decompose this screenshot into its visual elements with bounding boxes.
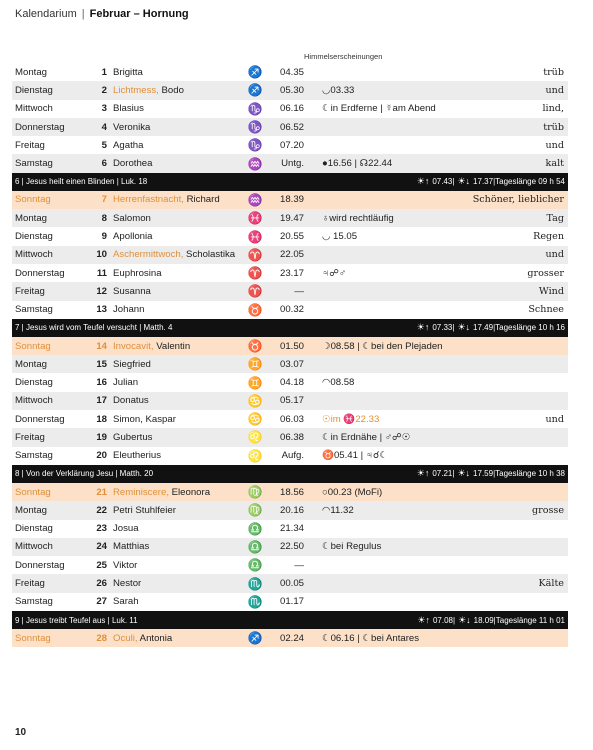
pisces-icon: ♓ [247, 211, 263, 226]
calendar-day-row [12, 154, 568, 172]
moon-time: 22.05 [279, 249, 304, 261]
name-text: Petri Stuhlfeier [113, 504, 176, 516]
moon-time: — [294, 285, 304, 297]
weekday-label: Sonntag [15, 194, 51, 206]
day-number: 18 [96, 413, 107, 425]
astro-event [304, 432, 459, 443]
calendar-day-row [12, 355, 568, 373]
day-number: 7 [101, 194, 107, 206]
weather-note: trüb [543, 66, 564, 78]
calendar-day-row [12, 483, 568, 501]
feast-name: Herrenfastnacht, [113, 194, 184, 206]
name-text: Josua [113, 523, 139, 535]
day-number: 6 [101, 158, 107, 170]
day-number: 22 [96, 504, 107, 516]
saint-name [107, 286, 242, 297]
calendar-day-row [12, 264, 568, 282]
name-text: Antonia [137, 632, 173, 644]
pisces-icon: ♓ [247, 229, 263, 244]
weather-note: Regen [533, 231, 564, 243]
feast-name: Aschermittwoch, [113, 249, 184, 261]
astro-text: ◠08.58 [322, 377, 355, 389]
week-gospel-label: 8 | Von der Verklärung Jesu | Matth. 20 [15, 469, 154, 479]
sunrise-time: 07.43 [432, 177, 453, 187]
running-header [15, 8, 189, 20]
sunrise-icon: ☀↑ [416, 176, 430, 187]
saint-name [107, 560, 242, 571]
saint-name [107, 633, 242, 644]
saint-name [107, 122, 242, 133]
astro-text: ☾06.16 | ☾bei Antares [322, 632, 420, 644]
moon-time: 04.18 [279, 377, 304, 389]
weather-note: grosser [527, 267, 564, 279]
calendar-day-row [12, 301, 568, 319]
capricorn-icon: ♑ [247, 138, 263, 153]
scorpio-icon: ♏ [247, 576, 263, 591]
day-number: 10 [96, 249, 107, 261]
name-text: Richard [183, 194, 220, 206]
weather-note: und [545, 84, 564, 96]
name-text: Apollonia [113, 231, 153, 243]
astro-event [304, 268, 459, 279]
saint-name [107, 194, 242, 205]
moon-time: 01.50 [279, 340, 304, 352]
day-number: 9 [101, 231, 107, 243]
calendar-day-row [12, 447, 568, 465]
saint-name [107, 377, 242, 388]
separator: | [452, 469, 455, 479]
day-number: 27 [96, 596, 107, 608]
week-header-row [12, 465, 568, 483]
astro-event [304, 414, 459, 425]
sunrise-time: 07.21 [432, 469, 453, 479]
astro-text: ♃☍♂ [322, 267, 347, 279]
moon-time: 18.56 [279, 486, 304, 498]
leo-icon: ♌ [247, 430, 263, 445]
saint-name [107, 103, 242, 114]
name-text: Siegfried [113, 358, 151, 370]
weather-note: lind, [542, 103, 564, 115]
astro-event [304, 377, 459, 388]
moon-time: 02.24 [279, 632, 304, 644]
astro-event [304, 505, 459, 516]
weekday-label: Sonntag [15, 486, 51, 498]
calendar-day-row [12, 574, 568, 592]
day-length: Tageslänge 09 h 54 [495, 177, 565, 187]
section-label: Kalendarium [15, 8, 77, 20]
astro-text: ♉05.41 | ♃☌☾ [322, 450, 389, 462]
week-daylight-info [414, 465, 565, 483]
sunset-icon: ☀↓ [457, 468, 471, 479]
separator: | [452, 177, 455, 187]
separator: | [493, 323, 496, 333]
feast-name: Lichtmess, [113, 84, 159, 96]
astro-event [304, 85, 459, 96]
libra-icon: ♎ [247, 521, 263, 536]
astro-event [304, 231, 459, 242]
sunrise-icon: ☀↑ [417, 614, 430, 625]
day-number: 3 [101, 103, 107, 115]
calendar-day-row [12, 118, 568, 136]
name-text: Dorothea [113, 158, 153, 170]
weather-note: und [545, 139, 564, 151]
virgo-icon: ♍ [247, 485, 263, 500]
weekday-label: Donnerstag [15, 413, 65, 425]
name-text: Sarah [113, 596, 139, 608]
saint-name [107, 213, 242, 224]
week-gospel-label: 9 | Jesus treibt Teufel aus | Luk. 11 [15, 615, 138, 625]
weekday-label: Montag [15, 66, 47, 78]
saint-name [107, 249, 242, 260]
weather-note: grosse [531, 504, 564, 516]
sunrise-time: 07.08 [432, 615, 453, 625]
day-number: 19 [96, 431, 107, 443]
sunset-icon: ☀↓ [458, 614, 471, 625]
weekday-label: Freitag [15, 431, 45, 443]
moon-time: 07.20 [279, 139, 304, 151]
gemini-icon: ♊ [247, 357, 263, 372]
gemini-icon: ♊ [247, 375, 263, 390]
day-length: Tageslänge 10 h 16 [495, 323, 565, 333]
sagittarius-icon: ♐ [247, 631, 263, 646]
moon-time: 23.17 [279, 267, 304, 279]
weekday-label: Samstag [15, 158, 53, 170]
week-gospel-label: 7 | Jesus wird vom Teufel versucht | Matth. 4 [15, 323, 173, 333]
day-number: 12 [96, 285, 107, 297]
weekday-label: Freitag [15, 285, 45, 297]
calendar-day-row [12, 629, 568, 647]
saint-name [107, 505, 242, 516]
sagittarius-icon: ♐ [247, 65, 263, 80]
name-text: Eleutherius [113, 450, 161, 462]
saint-name [107, 158, 242, 169]
weekday-label: Sonntag [15, 340, 51, 352]
taurus-icon: ♉ [247, 302, 263, 317]
calendar-day-row [12, 337, 568, 355]
name-text: Gubertus [113, 431, 153, 443]
day-number: 25 [96, 559, 107, 571]
astro-text: ◡ 15.05 [322, 231, 358, 243]
weekday-label: Dienstag [15, 231, 53, 243]
saint-name [107, 268, 242, 279]
weekday-label: Samstag [15, 596, 53, 608]
weekday-label: Montag [15, 358, 47, 370]
week-header-row [12, 319, 568, 337]
weekday-label: Dienstag [15, 523, 53, 535]
saint-name [107, 414, 242, 425]
day-number: 26 [96, 578, 107, 590]
name-text: Euphrosina [113, 267, 162, 279]
moon-time: 03.07 [279, 358, 304, 370]
day-number: 2 [101, 84, 107, 96]
sunset-time: 18.09 [473, 615, 494, 625]
sunset-time: 17.49 [473, 323, 494, 333]
moon-time: 05.30 [279, 84, 304, 96]
moon-time: 00.32 [279, 304, 304, 316]
astro-text: ☾in Erdnähe | ♂☍☉ [322, 431, 411, 443]
weather-note: Schöner, lieblicher [472, 194, 564, 206]
moon-time: 20.16 [279, 504, 304, 516]
day-number: 21 [96, 486, 107, 498]
scorpio-icon: ♏ [247, 594, 263, 609]
sunrise-icon: ☀↑ [416, 468, 430, 479]
weekday-label: Mittwoch [15, 103, 53, 115]
sunset-time: 17.37 [473, 177, 494, 187]
leo-icon: ♌ [247, 448, 263, 463]
calendar-day-row [12, 282, 568, 300]
aquarius-icon: ♒ [247, 156, 263, 171]
name-text: Veronika [113, 121, 151, 133]
name-text: Julian [113, 377, 139, 389]
day-number: 17 [96, 395, 107, 407]
astro-event [304, 213, 459, 224]
calendar-day-row [12, 227, 568, 245]
saint-name [107, 395, 242, 406]
feast-name: Reminiscere, [113, 486, 169, 498]
saint-name [107, 231, 242, 242]
weekday-label: Donnerstag [15, 121, 65, 133]
feast-name: Invocavit, [113, 340, 154, 352]
day-number: 28 [96, 632, 107, 644]
moon-time: 01.17 [279, 596, 304, 608]
capricorn-icon: ♑ [247, 120, 263, 135]
saint-name [107, 432, 242, 443]
name-text: Salomon [113, 212, 151, 224]
virgo-icon: ♍ [247, 503, 263, 518]
calendar-day-row [12, 191, 568, 209]
day-number: 13 [96, 304, 107, 316]
calendar-day-row [12, 63, 568, 81]
saint-name [107, 341, 242, 352]
aries-icon: ♈ [247, 266, 263, 281]
sunset-time: 17.59 [473, 469, 494, 479]
saint-name [107, 523, 242, 534]
moon-time: 06.52 [279, 121, 304, 133]
saint-name [107, 140, 242, 151]
calendar-day-row [12, 410, 568, 428]
moon-time: — [294, 559, 304, 571]
weather-note: Tag [546, 212, 564, 224]
weekday-label: Mittwoch [15, 541, 53, 553]
calendar-day-row [12, 246, 568, 264]
sunset-icon: ☀↓ [457, 322, 471, 333]
saint-name [107, 450, 242, 461]
moon-time: Aufg. [281, 450, 304, 462]
week-daylight-info [414, 611, 565, 629]
astro-text: ◡03.33 [322, 84, 355, 96]
weekday-label: Montag [15, 212, 47, 224]
weekday-label: Freitag [15, 139, 45, 151]
astro-event [304, 103, 459, 114]
page-number: 10 [15, 727, 27, 738]
capricorn-icon: ♑ [247, 101, 263, 116]
weekday-label: Sonntag [15, 632, 51, 644]
day-number: 23 [96, 523, 107, 535]
astro-event [304, 541, 459, 552]
saint-name [107, 67, 242, 78]
column-header-himmelserscheinungen: Himmelserscheinungen [304, 52, 383, 61]
saint-name [107, 578, 242, 589]
weekday-label: Dienstag [15, 377, 53, 389]
day-number: 15 [96, 358, 107, 370]
calendar-day-row [12, 373, 568, 391]
astro-text: ☽08.58 | ☾bei den Plejaden [322, 340, 443, 352]
astro-text: ◠11.32 [322, 504, 354, 516]
day-length: Tageslänge 10 h 38 [495, 469, 565, 479]
moon-time: 04.35 [279, 66, 304, 78]
astro-event [304, 633, 459, 644]
weekday-label: Freitag [15, 578, 45, 590]
sagittarius-icon: ♐ [247, 83, 263, 98]
cancer-icon: ♋ [247, 393, 263, 408]
weekday-label: Dienstag [15, 84, 53, 96]
week-header-row [12, 173, 568, 191]
day-number: 5 [101, 139, 107, 151]
day-number: 20 [96, 450, 107, 462]
saint-name [107, 541, 242, 552]
day-number: 1 [101, 66, 107, 78]
calendar-day-row [12, 100, 568, 118]
name-text: Viktor [113, 559, 138, 571]
name-text: Blasius [113, 103, 144, 115]
moon-time: 06.38 [279, 431, 304, 443]
calendar-day-row [12, 81, 568, 99]
sunset-icon: ☀↓ [457, 176, 471, 187]
moon-time: 19.47 [279, 212, 304, 224]
weekday-label: Donnerstag [15, 267, 65, 279]
calendar-table [12, 63, 568, 647]
moon-time: 05.17 [279, 395, 304, 407]
name-text: Bodo [158, 84, 184, 96]
header-separator: | [81, 8, 85, 20]
weekday-label: Samstag [15, 450, 53, 462]
week-daylight-info [414, 319, 565, 337]
saint-name [107, 487, 242, 498]
separator: | [493, 469, 496, 479]
libra-icon: ♎ [247, 539, 263, 554]
astro-highlight: ☉im ♓22.33 [322, 413, 380, 425]
cancer-icon: ♋ [247, 412, 263, 427]
calendar-day-row [12, 593, 568, 611]
weekday-label: Mittwoch [15, 249, 53, 261]
weekday-label: Montag [15, 504, 47, 516]
name-text: Nestor [113, 578, 142, 590]
separator: | [452, 615, 456, 625]
week-gospel-label: 6 | Jesus heilt einen Blinden | Luk. 18 [15, 177, 148, 187]
weather-note: und [545, 249, 564, 261]
weather-note: kalt [545, 158, 564, 170]
name-text: Donatus [113, 395, 149, 407]
day-number: 24 [96, 541, 107, 553]
saint-name [107, 304, 242, 315]
weather-note: und [545, 413, 564, 425]
name-text: Susanna [113, 285, 151, 297]
name-text: Simon, Kaspar [113, 413, 176, 425]
aquarius-icon: ♒ [247, 192, 263, 207]
name-text: Valentin [153, 340, 191, 352]
calendar-day-row [12, 520, 568, 538]
day-number: 8 [101, 212, 107, 224]
weather-note: Kälte [538, 578, 564, 590]
name-text: Agatha [113, 139, 144, 151]
moon-time: 00.05 [279, 578, 304, 590]
weather-note: Schnee [528, 304, 564, 316]
saint-name [107, 359, 242, 370]
astro-text: ☾bei Regulus [322, 541, 382, 553]
taurus-icon: ♉ [247, 339, 263, 353]
libra-icon: ♎ [247, 558, 263, 573]
sunrise-icon: ☀↑ [416, 322, 430, 333]
calendar-day-row [12, 428, 568, 446]
day-number: 16 [96, 377, 107, 389]
day-length: Tageslänge 11 h 01 [495, 615, 565, 625]
astro-text: ●16.56 | ☊22.44 [322, 158, 393, 170]
day-number: 4 [101, 121, 107, 133]
moon-time: Untg. [281, 158, 304, 170]
moon-time: 06.03 [279, 413, 304, 425]
calendar-day-row [12, 392, 568, 410]
astro-event [304, 450, 459, 461]
astro-text: ♁wird rechtläufig [322, 212, 394, 224]
moon-time: 06.16 [279, 103, 304, 115]
calendar-day-row [12, 501, 568, 519]
astro-text: ☾in Erdferne | ☿am Abend [322, 103, 436, 115]
calendar-day-row [12, 209, 568, 227]
name-text: Matthias [113, 541, 150, 553]
moon-time: 20.55 [279, 231, 304, 243]
calendar-day-row [12, 556, 568, 574]
calendar-day-row [12, 136, 568, 154]
sunrise-time: 07.33 [432, 323, 453, 333]
moon-time: 18.39 [279, 194, 304, 206]
astro-event [304, 487, 459, 498]
moon-time: 22.50 [279, 541, 304, 553]
separator: | [452, 323, 455, 333]
astro-event [304, 341, 459, 352]
name-text: Eleonora [168, 486, 211, 498]
day-number: 11 [96, 267, 107, 279]
separator: | [493, 177, 496, 187]
saint-name [107, 85, 242, 96]
week-daylight-info [414, 173, 565, 191]
week-header-row [12, 611, 568, 629]
weekday-label: Samstag [15, 304, 53, 316]
name-text: Scholastika [183, 249, 236, 261]
weather-note: Wind [538, 285, 564, 297]
day-number: 14 [96, 340, 107, 352]
weekday-label: Mittwoch [15, 395, 53, 407]
separator: | [493, 615, 496, 625]
weekday-label: Donnerstag [15, 559, 65, 571]
aries-icon: ♈ [247, 284, 263, 299]
name-text: Brigitta [113, 66, 143, 78]
calendar-day-row [12, 538, 568, 556]
astro-text: ○00.23 (MoFi) [322, 486, 383, 498]
saint-name [107, 596, 242, 607]
astro-event [304, 158, 459, 169]
feast-name: Oculi, [113, 632, 138, 644]
page-title: Februar – Hornung [89, 8, 189, 20]
weather-note: trüb [543, 121, 564, 133]
name-text: Johann [113, 304, 145, 316]
aries-icon: ♈ [247, 247, 263, 262]
moon-time: 21.34 [279, 523, 304, 535]
